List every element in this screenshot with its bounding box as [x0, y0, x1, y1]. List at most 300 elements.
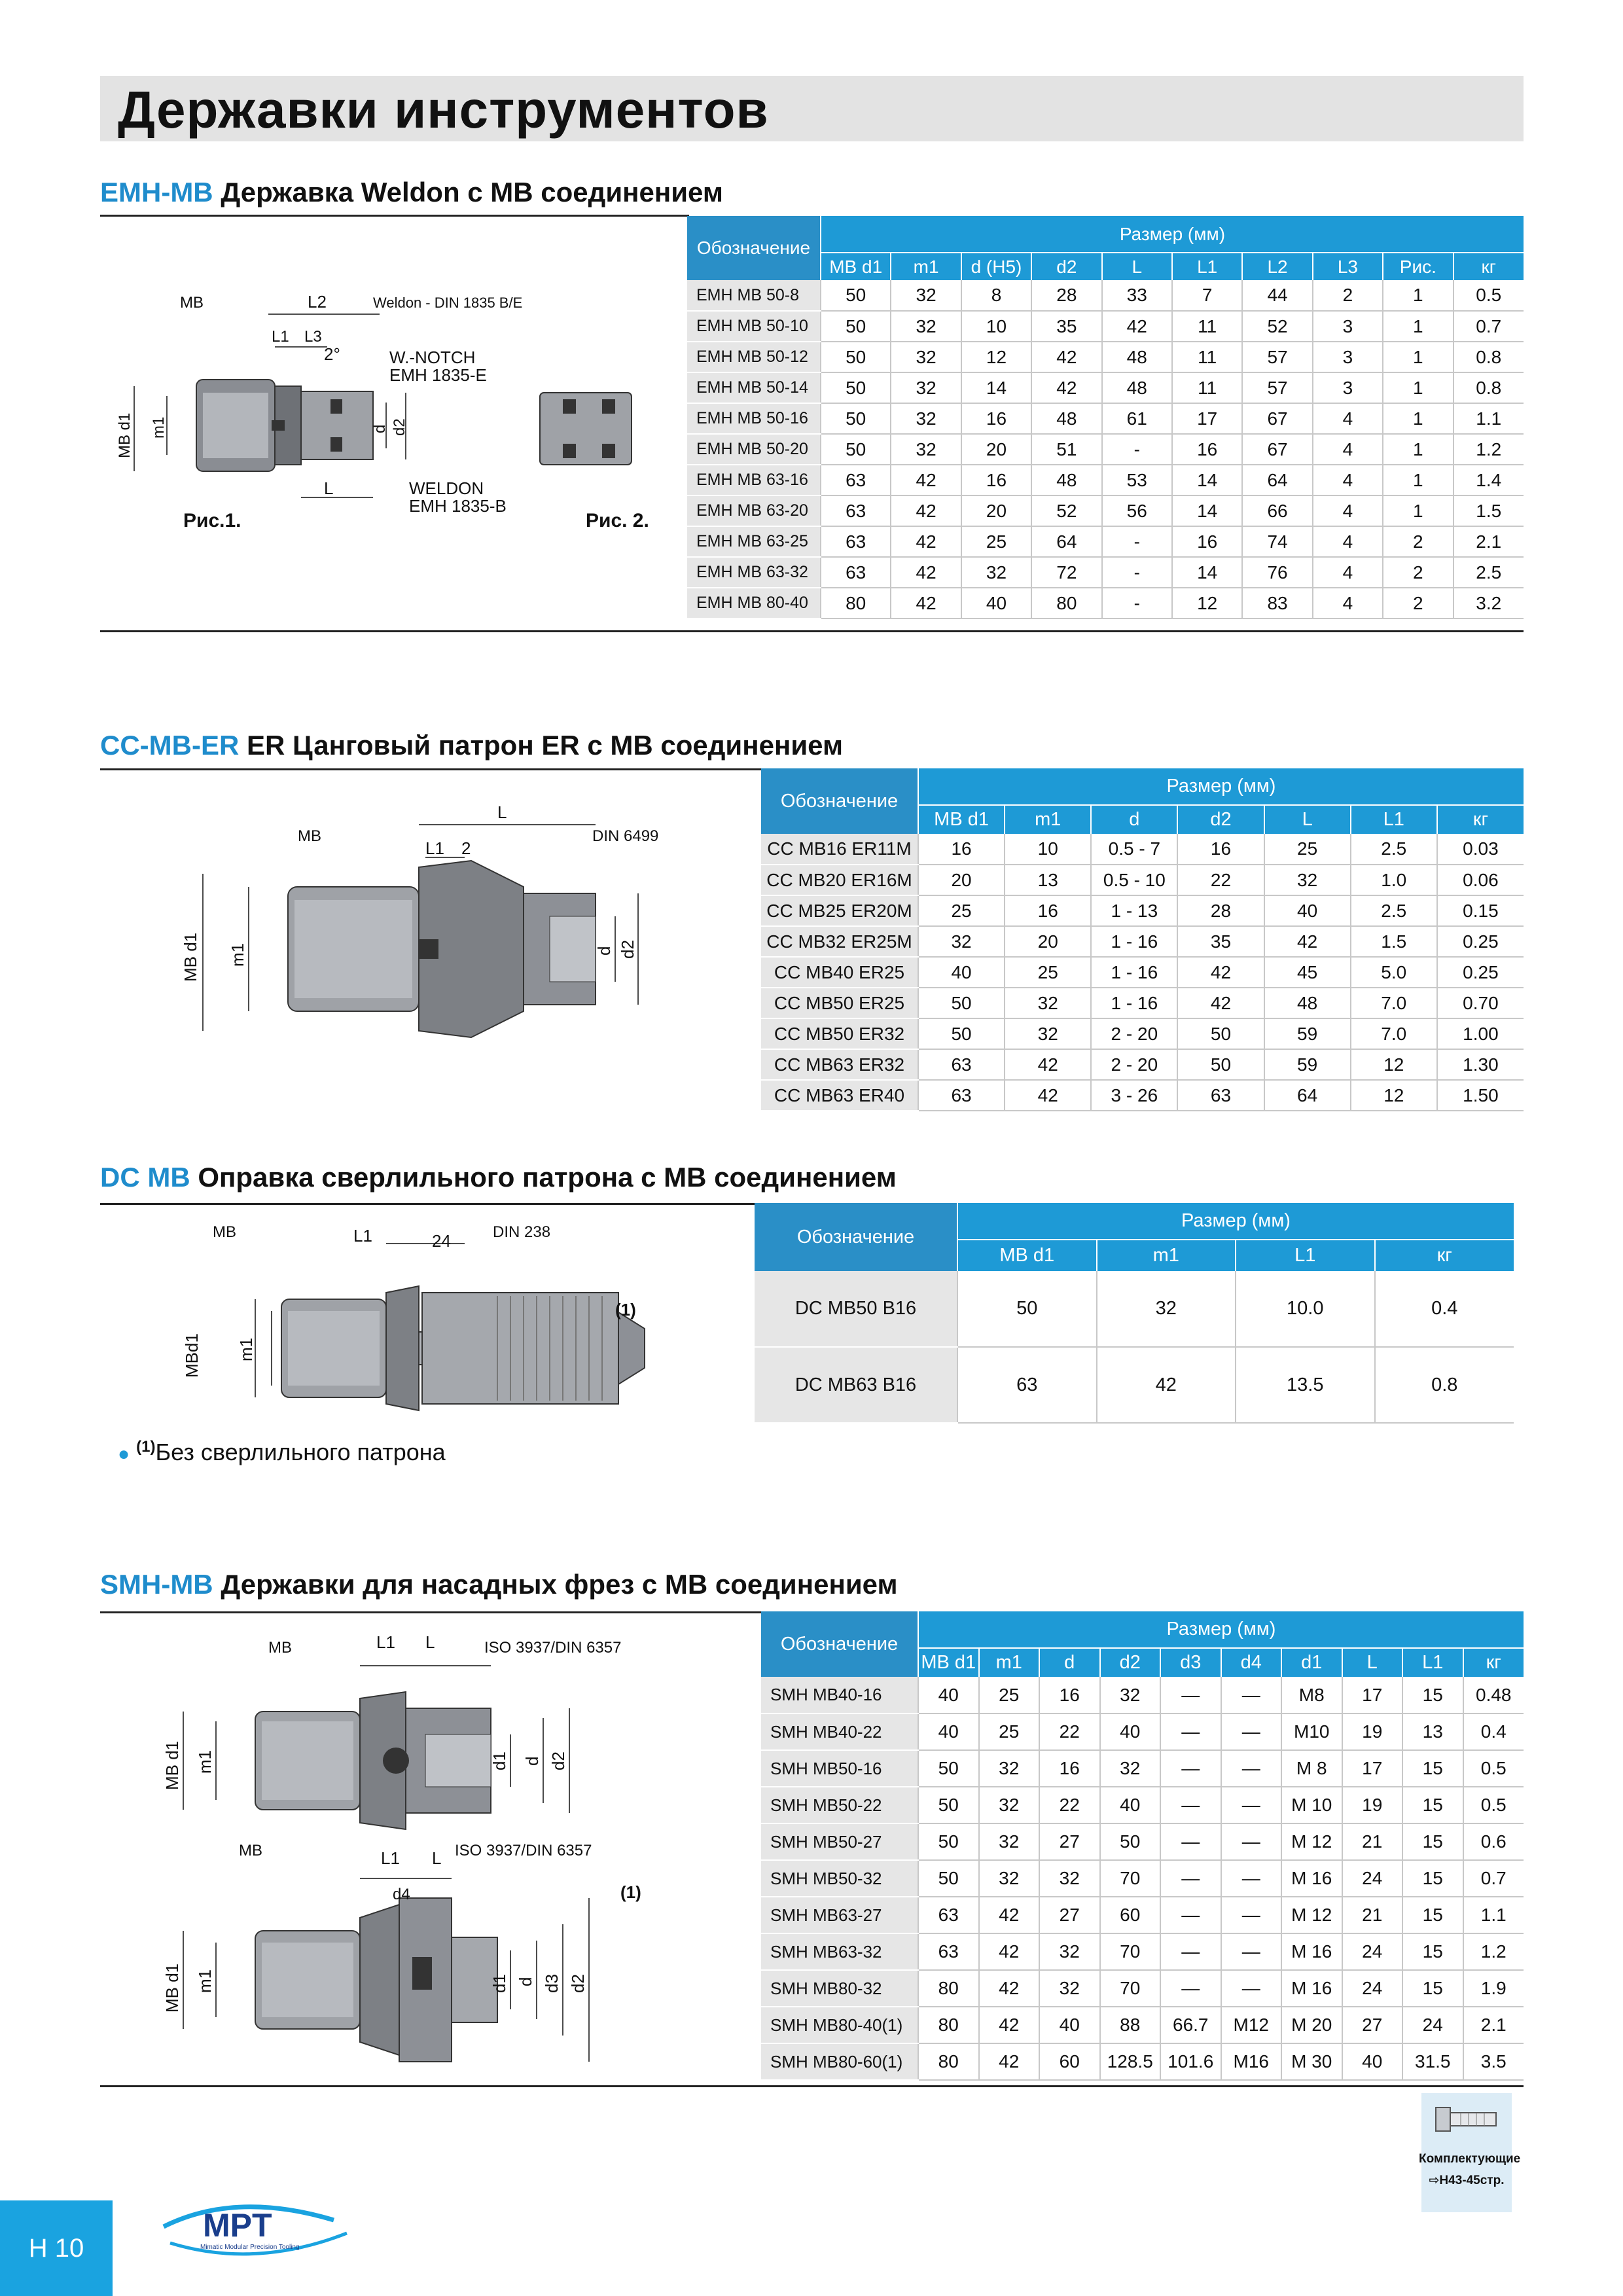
ccer-label-mb: MB	[298, 827, 321, 845]
column-header: кг	[1454, 253, 1524, 280]
smh-shape-1	[255, 1692, 491, 1829]
page-title: Державки инструментов	[118, 81, 769, 139]
smh1-label-d2: d2	[548, 1751, 568, 1770]
value-cell: 16	[961, 465, 1031, 495]
value-cell: 0.8	[1454, 342, 1524, 372]
value-cell: 32	[891, 372, 961, 403]
designation-cell: EMH MB 63-16	[687, 465, 821, 495]
value-cell: 32	[961, 557, 1031, 588]
column-header: d (H5)	[961, 253, 1031, 280]
value-cell: 42	[1031, 342, 1101, 372]
value-cell: 32	[1100, 1677, 1161, 1713]
value-cell: 50	[821, 403, 891, 434]
designation-cell: EMH MB 50-16	[687, 403, 821, 434]
value-cell: 0.7	[1454, 311, 1524, 342]
value-cell: 15	[1402, 1897, 1463, 1933]
table-row	[761, 1080, 1524, 1111]
value-cell: 0.4	[1463, 1713, 1524, 1750]
emh-label-weldon-std: Weldon - DIN 1835 B/E	[373, 295, 523, 311]
value-cell: 42	[1177, 988, 1264, 1018]
logo-subtext: Mimatic Modular Precision Tooling	[200, 2244, 300, 2251]
value-cell: 63	[1177, 1080, 1264, 1111]
value-cell: 67	[1242, 403, 1312, 434]
smh1-label-l: L	[425, 1632, 435, 1652]
value-cell: 50	[918, 1750, 979, 1787]
value-cell: 42	[979, 1897, 1040, 1933]
value-cell: 64	[1031, 526, 1101, 557]
value-cell: 13.5	[1236, 1347, 1375, 1423]
designation-cell: EMH MB 63-25	[687, 526, 821, 557]
designation-cell: EMH MB 50-10	[687, 311, 821, 342]
value-cell: —	[1160, 1750, 1221, 1787]
designation-cell: CC MB16 ER11M	[761, 834, 918, 865]
emh-spec-table	[687, 216, 1524, 619]
value-cell: 10	[961, 311, 1031, 342]
value-cell: —	[1160, 1933, 1221, 1970]
value-cell: 64	[1264, 1080, 1351, 1111]
designation-cell: EMH MB 50-20	[687, 434, 821, 465]
value-cell: M 30	[1281, 2043, 1342, 2080]
smh1-label-mbd1: MB d1	[162, 1740, 182, 1790]
emh-label-d: d	[371, 424, 389, 433]
value-cell: 32	[979, 1860, 1040, 1897]
accessories-caption: Комплектующие	[1419, 2152, 1521, 2166]
column-header: кг	[1437, 805, 1524, 834]
section-heading-smh	[100, 1569, 898, 1600]
value-cell: 48	[1031, 403, 1101, 434]
value-cell: 16	[1005, 895, 1091, 926]
designation-cell: CC MB50 ER32	[761, 1018, 918, 1049]
table-row	[761, 2043, 1524, 2080]
value-cell: 0.8	[1375, 1347, 1514, 1423]
emh-label-notch-1: W.-NOTCH	[389, 348, 476, 367]
value-cell: -	[1102, 434, 1172, 465]
value-cell: 16	[1172, 434, 1242, 465]
value-cell: 0.5 - 7	[1091, 834, 1177, 865]
value-cell: 63	[821, 557, 891, 588]
value-cell: 1	[1383, 495, 1453, 526]
table-row	[761, 895, 1524, 926]
value-cell: 1 - 16	[1091, 957, 1177, 988]
designation-cell: CC MB40 ER25	[761, 957, 918, 988]
value-cell: 50	[1100, 1823, 1161, 1860]
column-header: MB d1	[821, 253, 891, 280]
value-cell: 1	[1383, 465, 1453, 495]
footnote-mark: (1)	[136, 1438, 156, 1456]
value-cell: 2	[1383, 557, 1453, 588]
value-cell: 1.4	[1454, 465, 1524, 495]
dc-label-m1: m1	[236, 1337, 256, 1361]
value-cell: 66.7	[1160, 2007, 1221, 2043]
value-cell: 0.4	[1375, 1271, 1514, 1347]
column-header: L2	[1242, 253, 1312, 280]
value-cell: —	[1221, 1713, 1282, 1750]
value-cell: 25	[979, 1713, 1040, 1750]
designation-cell: SMH MB50-22	[761, 1787, 918, 1823]
column-header: d2	[1031, 253, 1101, 280]
value-cell: 80	[918, 2043, 979, 2080]
value-cell: 3.2	[1454, 588, 1524, 619]
table-row	[687, 311, 1524, 342]
value-cell: 42	[1097, 1347, 1236, 1423]
table-row	[687, 465, 1524, 495]
value-cell: 0.25	[1437, 957, 1524, 988]
value-cell: M8	[1281, 1677, 1342, 1713]
value-cell: 32	[979, 1787, 1040, 1823]
value-cell: 42	[1264, 926, 1351, 957]
value-cell: 2.5	[1351, 834, 1437, 865]
value-cell: 8	[961, 280, 1031, 311]
value-cell: 50	[957, 1271, 1097, 1347]
designation-cell: SMH MB40-16	[761, 1677, 918, 1713]
value-cell: 40	[1264, 895, 1351, 926]
value-cell: 42	[1031, 372, 1101, 403]
dc-footnote	[118, 1438, 446, 1466]
column-header: Рис.	[1383, 253, 1453, 280]
table-row	[761, 2007, 1524, 2043]
value-cell: 15	[1402, 1970, 1463, 2007]
section-code: SMH-MB	[100, 1569, 213, 1600]
value-cell: 15	[1402, 1677, 1463, 1713]
value-cell: 4	[1313, 495, 1383, 526]
value-cell: 0.5 - 10	[1091, 865, 1177, 895]
value-cell: 83	[1242, 588, 1312, 619]
value-cell: 15	[1402, 1933, 1463, 1970]
emh-drawing	[105, 281, 668, 543]
value-cell: 4	[1313, 526, 1383, 557]
value-cell: 0.06	[1437, 865, 1524, 895]
value-cell: 2	[1313, 280, 1383, 311]
emh-label-mbd1: MB d1	[116, 412, 134, 458]
value-cell: 76	[1242, 557, 1312, 588]
designation-cell: DC MB50 B16	[755, 1271, 957, 1347]
smh2-label-d4: d4	[393, 1886, 410, 1903]
value-cell: 1.00	[1437, 1018, 1524, 1049]
value-cell: 24	[1342, 1970, 1403, 2007]
value-cell: —	[1160, 1970, 1221, 2007]
column-header: d	[1039, 1648, 1100, 1677]
value-cell: 1	[1383, 342, 1453, 372]
value-cell: -	[1102, 526, 1172, 557]
value-cell: 12	[1351, 1049, 1437, 1080]
value-cell: 64	[1242, 465, 1312, 495]
value-cell: 1.50	[1437, 1080, 1524, 1111]
section-rule	[100, 1611, 761, 1613]
value-cell: M10	[1281, 1713, 1342, 1750]
dc-label-24: 24	[432, 1231, 451, 1251]
column-header: L1	[1172, 253, 1242, 280]
value-cell: 59	[1264, 1049, 1351, 1080]
designation-cell: CC MB63 ER32	[761, 1049, 918, 1080]
value-cell: 17	[1172, 403, 1242, 434]
value-cell: M 8	[1281, 1750, 1342, 1787]
value-cell: 1	[1383, 434, 1453, 465]
value-cell: —	[1160, 1860, 1221, 1897]
section-rule	[100, 630, 1524, 632]
value-cell: 50	[1177, 1049, 1264, 1080]
value-cell: 70	[1100, 1970, 1161, 2007]
smh2-label-m1: m1	[195, 1969, 215, 1993]
value-cell: 14	[1172, 495, 1242, 526]
value-cell: 1.5	[1454, 495, 1524, 526]
section-rule	[100, 2085, 1524, 2087]
column-header: MB d1	[957, 1240, 1097, 1271]
emh-fig1-shape	[196, 380, 373, 471]
value-cell: 67	[1242, 434, 1312, 465]
value-cell: 1	[1383, 311, 1453, 342]
designation-cell: EMH MB 50-8	[687, 280, 821, 311]
smh2-label-mb: MB	[239, 1842, 262, 1859]
value-cell: 13	[1402, 1713, 1463, 1750]
dc-label-mb: MB	[213, 1223, 236, 1241]
value-cell: —	[1160, 1823, 1221, 1860]
value-cell: 2 - 20	[1091, 1049, 1177, 1080]
value-cell: 2.5	[1454, 557, 1524, 588]
value-cell: 50	[918, 1860, 979, 1897]
column-header: m1	[1005, 805, 1091, 834]
value-cell: M16	[1221, 2043, 1282, 2080]
value-cell: 40	[961, 588, 1031, 619]
designation-cell: SMH MB80-40(1)	[761, 2007, 918, 2043]
column-header: L1	[1402, 1648, 1463, 1677]
value-cell: 80	[821, 588, 891, 619]
value-cell: 50	[821, 280, 891, 311]
header-designation: Обозначение	[761, 768, 918, 834]
value-cell: —	[1160, 1897, 1221, 1933]
value-cell: 50	[1177, 1018, 1264, 1049]
table-row	[761, 834, 1524, 865]
value-cell: 10	[1005, 834, 1091, 865]
footnote-text: Без сверлильного патрона	[155, 1439, 446, 1465]
emh-label-d2: d2	[391, 418, 408, 436]
smh2-label-iso: ISO 3937/DIN 6357	[455, 1842, 592, 1859]
value-cell: —	[1221, 1897, 1282, 1933]
value-cell: 3	[1313, 372, 1383, 403]
value-cell: 14	[961, 372, 1031, 403]
ccer-label-l: L	[497, 802, 507, 822]
table-row	[761, 926, 1524, 957]
value-cell: 32	[891, 403, 961, 434]
smh-shape-2	[255, 1898, 497, 2062]
value-cell: 17	[1342, 1677, 1403, 1713]
designation-cell: SMH MB40-22	[761, 1713, 918, 1750]
emh-label-angle: 2°	[324, 344, 340, 364]
value-cell: 50	[821, 434, 891, 465]
column-header: L3	[1313, 253, 1383, 280]
value-cell: 25	[1264, 834, 1351, 865]
value-cell: 50	[918, 1787, 979, 1823]
value-cell: 48	[1102, 342, 1172, 372]
emh-label-l2: L2	[308, 292, 327, 312]
value-cell: 42	[1177, 957, 1264, 988]
value-cell: 3	[1313, 311, 1383, 342]
column-header: L	[1102, 253, 1172, 280]
value-cell: M12	[1221, 2007, 1282, 2043]
value-cell: 51	[1031, 434, 1101, 465]
value-cell: 5.0	[1351, 957, 1437, 988]
table-row	[687, 434, 1524, 465]
value-cell: 1 - 13	[1091, 895, 1177, 926]
value-cell: 20	[1005, 926, 1091, 957]
value-cell: —	[1221, 1677, 1282, 1713]
value-cell: M 12	[1281, 1897, 1342, 1933]
value-cell: 28	[1177, 895, 1264, 926]
value-cell: 42	[891, 588, 961, 619]
value-cell: 45	[1264, 957, 1351, 988]
value-cell: 27	[1039, 1823, 1100, 1860]
value-cell: 0.5	[1454, 280, 1524, 311]
value-cell: 2	[1383, 588, 1453, 619]
value-cell: M 20	[1281, 2007, 1342, 2043]
value-cell: 32	[1039, 1970, 1100, 2007]
value-cell: 63	[821, 526, 891, 557]
dc-label-l1: L1	[353, 1226, 372, 1246]
dc-shape	[281, 1286, 645, 1410]
value-cell: 4	[1313, 588, 1383, 619]
value-cell: 32	[918, 926, 1005, 957]
value-cell: 1.2	[1463, 1933, 1524, 1970]
value-cell: 24	[1402, 2007, 1463, 2043]
value-cell: 42	[979, 2043, 1040, 2080]
designation-cell: CC MB25 ER20M	[761, 895, 918, 926]
designation-cell: DC MB63 B16	[755, 1347, 957, 1423]
value-cell: 16	[961, 403, 1031, 434]
table-row	[755, 1271, 1514, 1347]
value-cell: 4	[1313, 434, 1383, 465]
section-title: Державка Weldon с MB соединением	[221, 177, 723, 207]
value-cell: 20	[918, 865, 1005, 895]
column-header: m1	[1097, 1240, 1236, 1271]
value-cell: 2.1	[1454, 526, 1524, 557]
value-cell: M 16	[1281, 1933, 1342, 1970]
smh2-label-l: L	[432, 1848, 442, 1868]
value-cell: 0.5	[1463, 1787, 1524, 1823]
value-cell: 4	[1313, 403, 1383, 434]
value-cell: 15	[1402, 1787, 1463, 1823]
value-cell: 22	[1177, 865, 1264, 895]
ccer-label-mbd1: MB d1	[181, 932, 200, 982]
value-cell: 32	[1264, 865, 1351, 895]
value-cell: 11	[1172, 372, 1242, 403]
column-header: d2	[1177, 805, 1264, 834]
smh1-label-mb: MB	[268, 1639, 292, 1657]
bullet-icon: ●	[118, 1443, 130, 1465]
value-cell: 14	[1172, 465, 1242, 495]
emh-label-l: L	[324, 478, 334, 498]
value-cell: -	[1102, 557, 1172, 588]
section-title: ER Цанговый патрон ER с MB соединением	[246, 730, 844, 761]
value-cell: 48	[1102, 372, 1172, 403]
column-header: d2	[1100, 1648, 1161, 1677]
section-code: CC-MB-ER	[100, 730, 240, 761]
section-rule	[100, 215, 689, 217]
value-cell: 60	[1039, 2043, 1100, 2080]
value-cell: 1.1	[1463, 1897, 1524, 1933]
value-cell: 42	[891, 557, 961, 588]
value-cell: 0.25	[1437, 926, 1524, 957]
column-header: кг	[1375, 1240, 1514, 1271]
value-cell: 32	[1039, 1860, 1100, 1897]
value-cell: 40	[918, 957, 1005, 988]
value-cell: 42	[979, 2007, 1040, 2043]
value-cell: 50	[821, 372, 891, 403]
value-cell: 63	[821, 495, 891, 526]
accessories-page-link[interactable]: ⇨H43-45стр.	[1429, 2174, 1505, 2187]
value-cell: —	[1221, 1970, 1282, 2007]
value-cell: 48	[1264, 988, 1351, 1018]
value-cell: 16	[918, 834, 1005, 865]
value-cell: 32	[891, 311, 961, 342]
value-cell: 128.5	[1100, 2043, 1161, 2080]
value-cell: 17	[1342, 1750, 1403, 1787]
table-row	[761, 1787, 1524, 1823]
smh2-label-note: (1)	[620, 1882, 641, 1902]
value-cell: 3	[1313, 342, 1383, 372]
smh2-label-d: d	[516, 1977, 535, 1986]
value-cell: 74	[1242, 526, 1312, 557]
value-cell: 50	[821, 342, 891, 372]
ccer-label-d: d	[594, 946, 614, 956]
value-cell: 52	[1242, 311, 1312, 342]
value-cell: 1.0	[1351, 865, 1437, 895]
designation-cell: EMH MB 63-20	[687, 495, 821, 526]
value-cell: 0.70	[1437, 988, 1524, 1018]
value-cell: 0.48	[1463, 1677, 1524, 1713]
column-header: m1	[891, 253, 961, 280]
table-row	[687, 372, 1524, 403]
value-cell: 4	[1313, 557, 1383, 588]
table-row	[761, 865, 1524, 895]
value-cell: 48	[1031, 465, 1101, 495]
table-row	[761, 1897, 1524, 1933]
ccer-label-d2: d2	[618, 940, 637, 959]
value-cell: 57	[1242, 342, 1312, 372]
smh1-label-l1: L1	[376, 1632, 395, 1652]
dc-spec-table	[755, 1203, 1514, 1424]
header-dimensions: Размер (мм)	[821, 216, 1524, 253]
value-cell: M 16	[1281, 1970, 1342, 2007]
value-cell: 50	[918, 1823, 979, 1860]
value-cell: 56	[1102, 495, 1172, 526]
column-header: d4	[1221, 1648, 1282, 1677]
value-cell: 2.5	[1351, 895, 1437, 926]
value-cell: 19	[1342, 1787, 1403, 1823]
value-cell: 32	[1039, 1933, 1100, 1970]
header-dimensions: Размер (мм)	[918, 1611, 1524, 1648]
column-header: MB d1	[918, 1648, 979, 1677]
header-designation: Обозначение	[761, 1611, 918, 1677]
value-cell: 80	[918, 1970, 979, 2007]
column-header: L1	[1351, 805, 1437, 834]
value-cell: 1.30	[1437, 1049, 1524, 1080]
value-cell: 16	[1177, 834, 1264, 865]
value-cell: 88	[1100, 2007, 1161, 2043]
value-cell: 50	[918, 988, 1005, 1018]
value-cell: 11	[1172, 342, 1242, 372]
value-cell: 4	[1313, 465, 1383, 495]
value-cell: 42	[891, 526, 961, 557]
value-cell: 2 - 20	[1091, 1018, 1177, 1049]
smh2-label-d3: d3	[542, 1974, 562, 1993]
smh-drawing	[144, 1623, 733, 2081]
designation-cell: SMH MB63-32	[761, 1933, 918, 1970]
value-cell: 1.5	[1351, 926, 1437, 957]
value-cell: 101.6	[1160, 2043, 1221, 2080]
value-cell: 52	[1031, 495, 1101, 526]
value-cell: 2.1	[1463, 2007, 1524, 2043]
smh2-label-l1: L1	[381, 1848, 400, 1868]
table-row	[761, 1970, 1524, 2007]
